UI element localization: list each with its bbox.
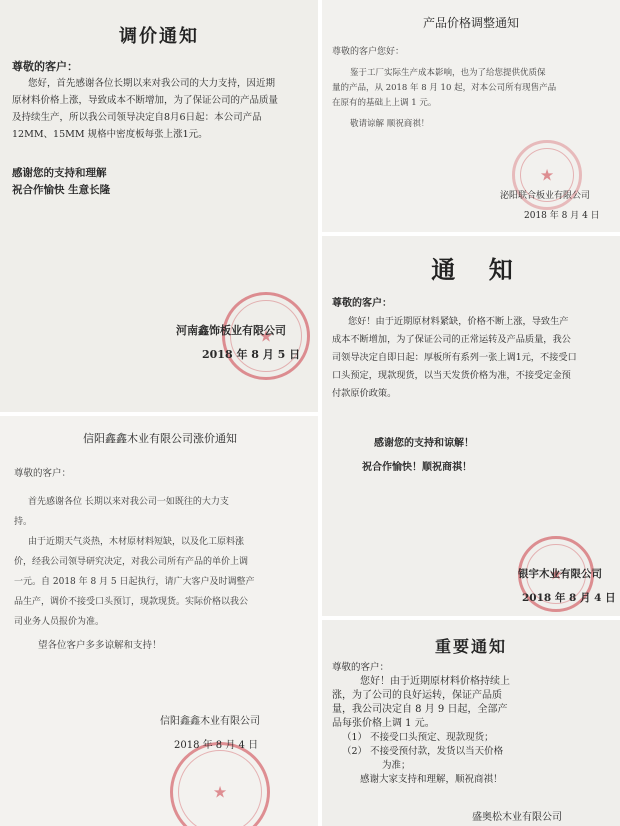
doc4-line: 司业务人员报价为准。	[14, 617, 105, 627]
doc5-salutation: 尊敬的客户：	[332, 662, 390, 673]
doc5-line: （1） 不接受口头预定、现款现货；	[342, 732, 494, 743]
doc1-title: 调价通知	[119, 26, 199, 47]
doc2-line: 量的产品，从 2018 年 8 月 10 起，对本公司所有现售产品	[332, 83, 557, 93]
doc5-line: 涨，为了公司的良好运转，保证产品质	[332, 690, 502, 701]
notice-xinyang-xinxin-wood	[0, 416, 318, 826]
doc2-company: 泌阳联合板业有限公司	[500, 191, 591, 201]
doc5-line: 量，我公司决定自 8 月 9 日起，全部产	[332, 704, 508, 715]
doc3-salutation: 尊敬的客户：	[332, 298, 392, 309]
doc2-line: 鉴于工厂实际生产成本影响，也为了给您提供优质保	[350, 68, 546, 78]
doc3-thanks: 感谢您的支持和谅解！	[374, 438, 474, 449]
doc1-company: 河南鑫饰板业有限公司	[176, 324, 286, 337]
doc5-line: （2） 不接受预付款，发货以当天价格	[342, 746, 504, 757]
doc2-title: 产品价格调整通知	[422, 16, 519, 30]
doc2-closing: 敬请谅解 顺祝商祺！	[350, 119, 430, 129]
doc4-line: 一元。自 2018 年 8 月 5 日起执行，请广大客户及时调整产	[14, 577, 255, 587]
doc4-line: 持。	[14, 517, 33, 527]
notice-important-shengao	[322, 620, 620, 826]
doc3-company: 银宇木业有限公司	[518, 568, 602, 580]
doc2-salutation: 尊敬的客户您好：	[332, 47, 405, 57]
doc4-line: 品生产，调价不接受口头预订，现款现货。实际价格以我公	[14, 597, 249, 607]
doc2-line: 在原有的基础上上调 1 元。	[332, 98, 437, 108]
doc4-line: 价，经我公司领导研究决定，对我公司所有产品的单价上调	[14, 557, 249, 567]
doc5-line: 为准；	[382, 760, 411, 771]
doc4-salutation: 尊敬的客户：	[14, 468, 72, 479]
doc3-title: 通 知	[431, 255, 513, 284]
doc3-line: 您好！由于近期原材料紧缺，价格不断上涨，导致生产	[348, 316, 569, 327]
doc3-line: 口头预定，现款现货，以当天发货价格为准，不接受定金预	[332, 370, 571, 381]
doc5-title: 重要通知	[434, 637, 507, 656]
doc4-company: 信阳鑫鑫木业有限公司	[160, 716, 260, 727]
doc5-line: 您好！由于近期原材料价格持续上	[360, 676, 510, 687]
doc3-wish: 祝合作愉快！顺祝商祺！	[362, 462, 472, 473]
notice-product-price-biyang	[322, 0, 620, 232]
doc3-date: 2018 年 8 月 4 日	[522, 592, 616, 604]
doc1-line: 及持续生产，所以我公司领导决定自8月6日起：本公司产品	[12, 112, 262, 123]
notice-yinyu-wood	[322, 236, 620, 616]
doc1-salutation: 尊敬的客户：	[12, 60, 78, 73]
doc4-title: 信阳鑫鑫木业有限公司涨价通知	[83, 432, 237, 445]
doc3-line: 付款原价政策。	[332, 388, 397, 399]
doc4-line: 由于近期天气炎热，木材原材料短缺，以及化工原料涨	[28, 537, 245, 547]
doc5-company: 盛奥松木业有限公司	[472, 812, 562, 823]
notice-price-adjust-henan	[0, 0, 318, 412]
doc5-line: 品每张价格上调 1 元。	[332, 718, 435, 729]
doc4-closing: 望各位客户多多谅解和支持！	[38, 640, 162, 651]
doc3-line: 成本不断增加，为了保证公司的正常运转及产品质量，我公	[332, 334, 571, 345]
doc3-line: 司领导决定自即日起：厚板所有系列一张上调1元，不接受口	[332, 352, 577, 363]
doc1-date: 2018 年 8 月 5 日	[202, 348, 301, 361]
doc4-date: 2018 年 8 月 4 日	[174, 740, 259, 751]
doc1-line: 原材料价格上涨，导致成本不断增加，为了保证公司的产品质量	[12, 95, 279, 106]
doc2-date: 2018 年 8 月 4 日	[524, 211, 600, 221]
doc4-line: 首先感谢各位 长期以来对我公司一如既往的大力支	[28, 497, 229, 507]
doc5-line: 感谢大家支持和理解，顺祝商祺！	[360, 774, 503, 785]
doc1-line: 您好，首先感谢各位长期以来对我公司的大力支持，因近期	[28, 78, 276, 89]
doc1-wish: 祝合作愉快 生意长隆	[12, 184, 111, 196]
doc1-thanks: 感谢您的支持和理解	[12, 167, 107, 179]
doc1-line: 12MM、15MM 规格中密度板每张上涨1元。	[12, 129, 208, 140]
company-seal	[170, 742, 270, 826]
